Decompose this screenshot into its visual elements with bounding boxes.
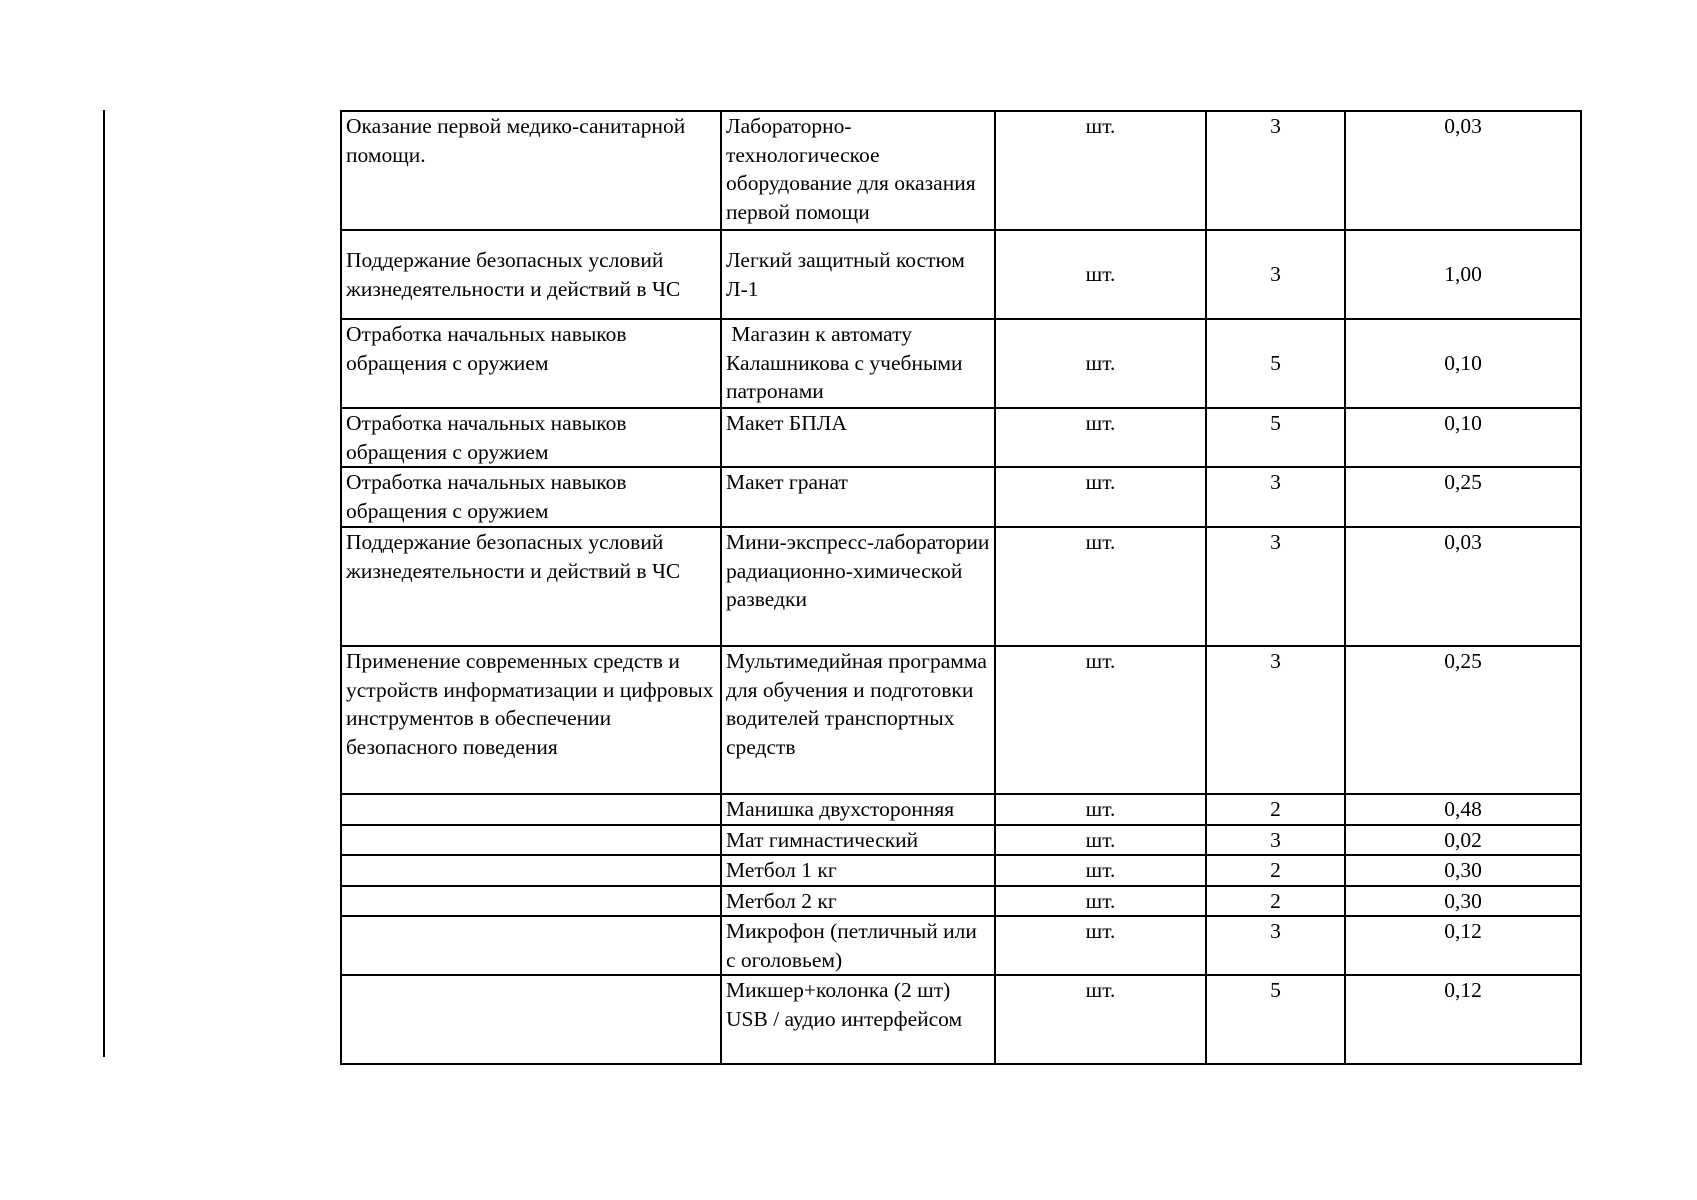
table-row xyxy=(341,916,1581,975)
equipment-table xyxy=(340,110,1582,1065)
table-row xyxy=(341,825,1581,856)
norm-cell: 0,02 xyxy=(1345,825,1581,856)
purpose-cell: Отработка начальных навыков обращения с оружием xyxy=(341,319,721,408)
norm-cell: 0,30 xyxy=(1345,855,1581,886)
unit-cell: шт. xyxy=(995,975,1206,1064)
unit-cell: шт. xyxy=(995,855,1206,886)
norm-cell: 1,00 xyxy=(1345,230,1581,319)
quantity-cell: 2 xyxy=(1206,855,1345,886)
purpose-cell: Оказание первой медико-санитарной помощи. xyxy=(341,111,721,230)
quantity-cell: 3 xyxy=(1206,646,1345,794)
norm-cell: 0,10 xyxy=(1345,319,1581,408)
unit-cell: шт. xyxy=(995,230,1206,319)
unit-cell: шт. xyxy=(995,825,1206,856)
equipment-cell: Метбол 2 кг xyxy=(721,886,995,917)
norm-cell: 0,12 xyxy=(1345,916,1581,975)
quantity-cell: 3 xyxy=(1206,467,1345,527)
quantity-cell: 3 xyxy=(1206,527,1345,646)
equipment-cell: Макет гранат xyxy=(721,467,995,527)
table-row xyxy=(341,111,1581,230)
equipment-cell: Мат гимнастический xyxy=(721,825,995,856)
unit-cell: шт. xyxy=(995,527,1206,646)
equipment-cell: Мультимедийная программа для обучения и подготовки водителей транспортных средств xyxy=(721,646,995,794)
unit-cell: шт. xyxy=(995,916,1206,975)
equipment-cell: Легкий защитный костюм Л-1 xyxy=(721,230,995,319)
purpose-cell: Применение современных средств и устройств информатизации и цифровых инструментов в обеспечении безопасного поведения xyxy=(341,646,721,794)
table-row xyxy=(341,408,1581,467)
table-row xyxy=(341,975,1581,1064)
table-row xyxy=(341,855,1581,886)
quantity-cell: 3 xyxy=(1206,111,1345,230)
quantity-cell: 2 xyxy=(1206,886,1345,917)
purpose-cell xyxy=(341,886,721,917)
equipment-cell: Лабораторно-технологическое оборудование для оказания первой помощи xyxy=(721,111,995,230)
unit-cell: шт. xyxy=(995,794,1206,825)
quantity-cell: 5 xyxy=(1206,408,1345,467)
purpose-cell xyxy=(341,825,721,856)
unit-cell: шт. xyxy=(995,319,1206,408)
quantity-cell: 2 xyxy=(1206,794,1345,825)
table-row xyxy=(341,886,1581,917)
quantity-cell: 5 xyxy=(1206,319,1345,408)
unit-cell: шт. xyxy=(995,111,1206,230)
purpose-cell: Отработка начальных навыков обращения с оружием xyxy=(341,467,721,527)
purpose-cell xyxy=(341,794,721,825)
table-row xyxy=(341,794,1581,825)
purpose-cell: Поддержание безопасных условий жизнедеятельности и действий в ЧС xyxy=(341,527,721,646)
norm-cell: 0,10 xyxy=(1345,408,1581,467)
quantity-cell: 3 xyxy=(1206,825,1345,856)
purpose-cell: Отработка начальных навыков обращения с оружием xyxy=(341,408,721,467)
norm-cell: 0,25 xyxy=(1345,467,1581,527)
equipment-cell: Магазин к автомату Калашникова с учебными патронами xyxy=(721,319,995,408)
table-row xyxy=(341,319,1581,408)
equipment-cell: Мини-экспресс-лаборатории радиационно-химической разведки xyxy=(721,527,995,646)
purpose-cell xyxy=(341,975,721,1064)
equipment-cell: Макет БПЛА xyxy=(721,408,995,467)
equipment-cell: Метбол 1 кг xyxy=(721,855,995,886)
unit-cell: шт. xyxy=(995,886,1206,917)
unit-cell: шт. xyxy=(995,467,1206,527)
table-row xyxy=(341,467,1581,527)
table-row xyxy=(341,527,1581,646)
unit-cell: шт. xyxy=(995,646,1206,794)
quantity-cell: 3 xyxy=(1206,230,1345,319)
equipment-cell: Микрофон (петличный или с оголовьем) xyxy=(721,916,995,975)
purpose-cell xyxy=(341,855,721,886)
left-margin-rule xyxy=(103,110,105,1057)
purpose-cell: Поддержание безопасных условий жизнедеятельности и действий в ЧС xyxy=(341,230,721,319)
norm-cell: 0,30 xyxy=(1345,886,1581,917)
norm-cell: 0,12 xyxy=(1345,975,1581,1064)
table-row xyxy=(341,646,1581,794)
norm-cell: 0,03 xyxy=(1345,527,1581,646)
quantity-cell: 5 xyxy=(1206,975,1345,1064)
quantity-cell: 3 xyxy=(1206,916,1345,975)
unit-cell: шт. xyxy=(995,408,1206,467)
purpose-cell xyxy=(341,916,721,975)
equipment-cell: Микшер+колонка (2 шт) USB / аудио интерфейсом xyxy=(721,975,995,1064)
equipment-cell: Манишка двухсторонняя xyxy=(721,794,995,825)
norm-cell: 0,25 xyxy=(1345,646,1581,794)
norm-cell: 0,48 xyxy=(1345,794,1581,825)
table-row xyxy=(341,230,1581,319)
norm-cell: 0,03 xyxy=(1345,111,1581,230)
